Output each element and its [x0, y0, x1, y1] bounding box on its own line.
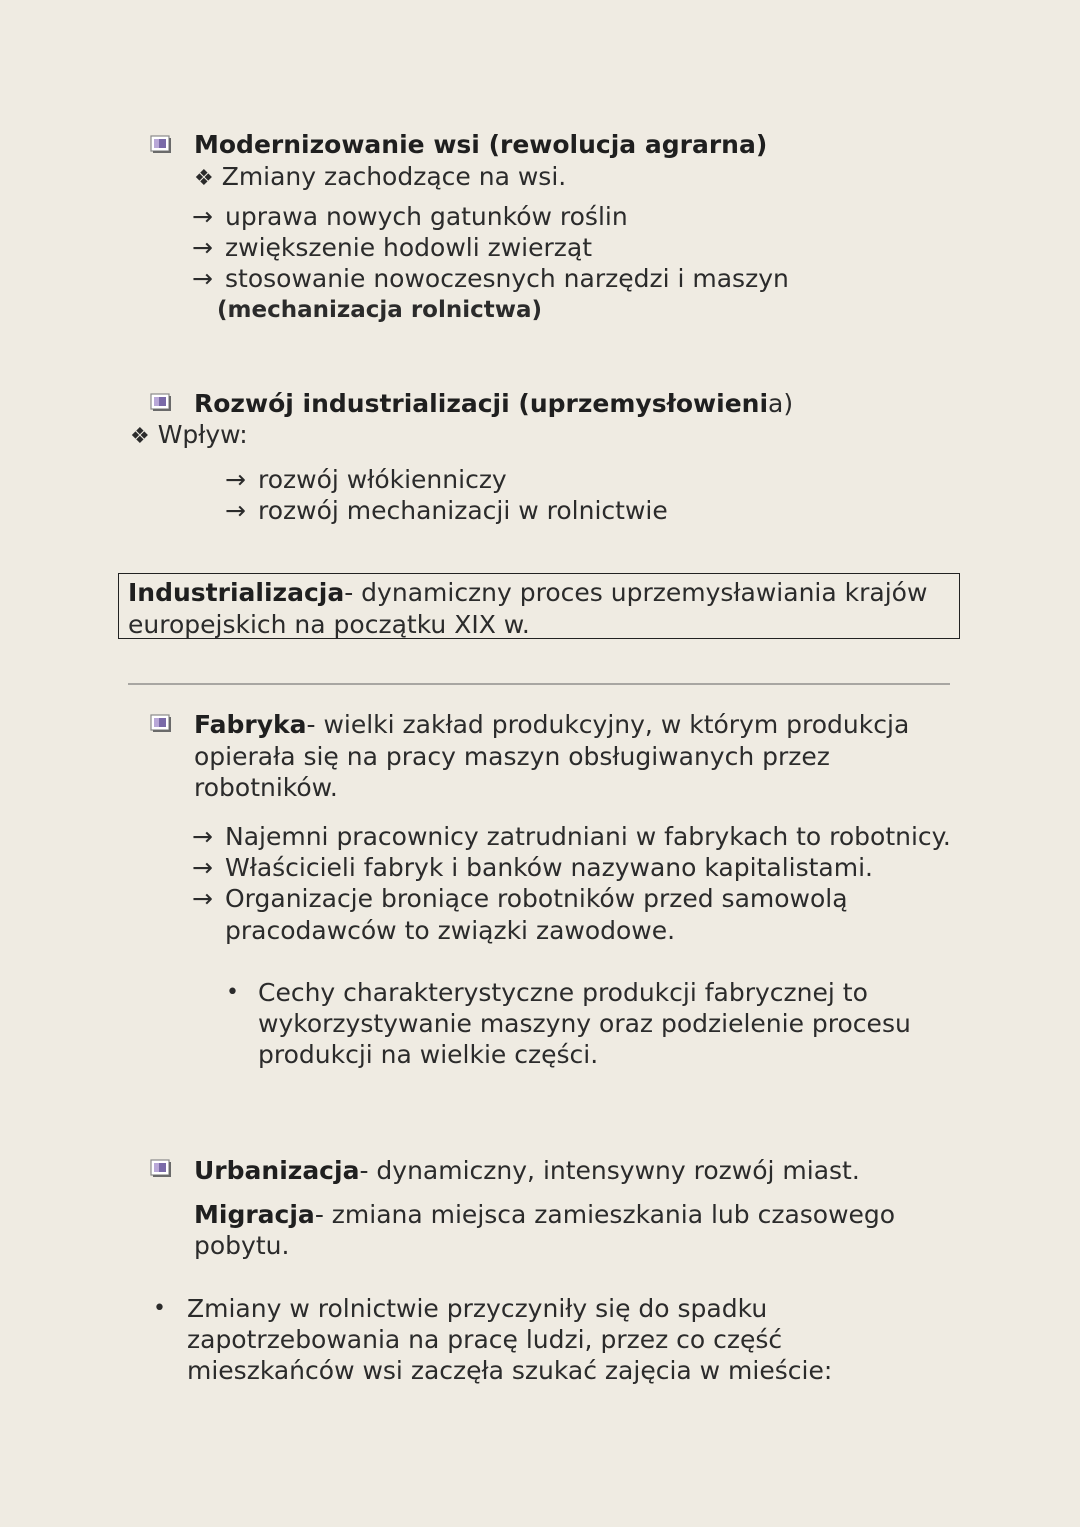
list-item-text: rozwój mechanizacji w rolnictwie: [258, 496, 668, 525]
definition-term: Industrializacja: [128, 578, 345, 607]
definition-line-2: europejskich na początku XIX w.: [128, 610, 530, 639]
divider: [128, 683, 950, 685]
migracja-line-1: [194, 1199, 895, 1230]
list-item: [192, 263, 789, 294]
list-item-text: Organizacje broniące robotników przed samowolą: [225, 884, 848, 913]
note-text: (mechanizacja rolnictwa): [217, 297, 543, 323]
list-item: [192, 232, 592, 263]
subtitle-zmiany: [194, 161, 566, 194]
migracja-line-2: pobytu.: [194, 1231, 290, 1260]
section-title-tail: a): [768, 389, 794, 418]
fabryka-text: - wielki zakład produkcyjny, w którym produkcja: [306, 710, 910, 739]
migracja-text: - zmiana miejsca zamieszkania lub czasowego: [314, 1200, 896, 1229]
definition-line-1: [128, 577, 927, 608]
section-title-bold: Rozwój industrializacji (uprzemysłowieni: [194, 389, 769, 418]
section-title-industrializacja: [194, 388, 793, 419]
urbanizacja-text: - dynamiczny, intensywny rozwój miast.: [359, 1156, 860, 1185]
section-title-modernizowanie: Modernizowanie wsi (rewolucja agrarna): [194, 130, 768, 159]
bullet-line: mieszkańców wsi zaczęła szukać zajęcia w mieście:: [187, 1356, 833, 1385]
fabryka-term: Fabryka: [194, 710, 307, 739]
arrow-icon: →: [225, 496, 246, 525]
list-item-text: Najemni pracownicy zatrudniani w fabrykach to robotnicy.: [225, 822, 951, 851]
subtitle-text: Wpływ:: [157, 420, 248, 449]
bullet-line: produkcji na wielkie części.: [258, 1040, 599, 1069]
note-mechanizacja: [217, 294, 542, 326]
arrow-icon: →: [192, 233, 213, 262]
diamond-bullet-icon: ❖: [130, 424, 150, 449]
picture-icon: [150, 1158, 172, 1178]
bullet-line: Zmiany w rolnictwie przyczyniły się do spadku: [187, 1294, 768, 1323]
list-item-text: Właścicieli fabryk i banków nazywano kapitalistami.: [225, 853, 873, 882]
list-item: [192, 821, 951, 852]
arrow-icon: →: [192, 884, 213, 913]
list-item-text: rozwój włókienniczy: [258, 465, 507, 494]
arrow-icon: →: [192, 853, 213, 882]
arrow-icon: →: [225, 465, 246, 494]
arrow-icon: →: [192, 822, 213, 851]
urbanizacja-line: [194, 1155, 860, 1186]
picture-icon: [150, 713, 172, 733]
list-item: [225, 464, 507, 495]
fabryka-line-1: [194, 709, 909, 740]
list-item: [192, 852, 873, 883]
list-item-text: zwiększenie hodowli zwierząt: [225, 233, 593, 262]
picture-icon: [150, 392, 172, 412]
subtitle-text: Zmiany zachodzące na wsi.: [221, 162, 567, 191]
bullet-line: wykorzystywanie maszyny oraz podzielenie procesu: [258, 1009, 911, 1038]
migracja-term: Migracja: [194, 1200, 315, 1229]
list-item-text: stosowanie nowoczesnych narzędzi i maszyn: [225, 264, 789, 293]
fabryka-line-3: robotników.: [194, 773, 338, 802]
picture-icon: [150, 134, 172, 154]
arrow-icon: →: [192, 264, 213, 293]
list-item: [192, 201, 628, 232]
list-item: [192, 883, 848, 914]
arrow-icon: →: [192, 202, 213, 231]
subtitle-wplyw: [130, 419, 248, 452]
list-item-text: uprawa nowych gatunków roślin: [225, 202, 628, 231]
definition-text: - dynamiczny proces uprzemysławiania krajów: [344, 578, 928, 607]
bullet-icon: •: [226, 980, 239, 1005]
bullet-line: zapotrzebowania na pracę ludzi, przez co część: [187, 1325, 783, 1354]
bullet-line: Cechy charakterystyczne produkcji fabrycznej to: [258, 978, 868, 1007]
diamond-bullet-icon: ❖: [194, 166, 214, 191]
list-item-continuation: pracodawców to związki zawodowe.: [225, 916, 676, 945]
bullet-icon: •: [153, 1296, 166, 1321]
fabryka-line-2: opierała się na pracy maszyn obsługiwanych przez: [194, 742, 830, 771]
list-item: [225, 495, 668, 526]
urbanizacja-term: Urbanizacja: [194, 1156, 360, 1185]
